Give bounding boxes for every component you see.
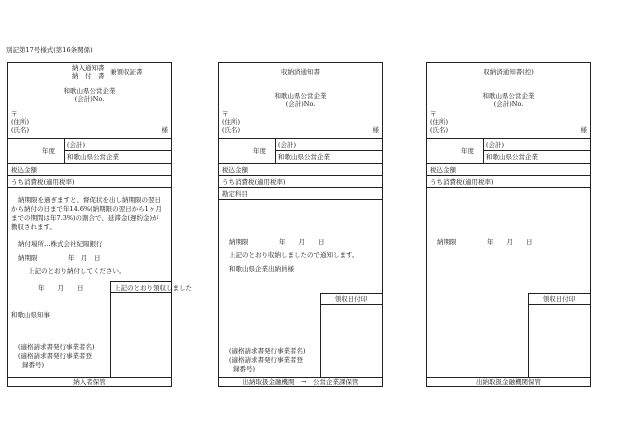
account-org: 和歌山県公営企業 <box>67 153 119 161</box>
ledger-subject-label: 勘定科目 <box>222 190 248 198</box>
postal-mark: 〒 <box>430 110 437 118</box>
notice-line-3: までの期間は年7.3%)の割合で、延滞金(遅約金)が <box>11 214 159 222</box>
stamp-label: 領収日付印 <box>334 295 368 303</box>
panel-title: 収納済通知書 <box>281 68 320 76</box>
tax-included-label: 税込金額 <box>11 166 37 174</box>
please-pay: 上記のとおり納付してください。 <box>28 267 126 275</box>
panel-footer: 出納取扱金融機関 → 公営企業課保管 <box>242 378 359 386</box>
name-label: (氏名) <box>11 126 30 134</box>
address-label: (住所) <box>222 118 241 126</box>
governor: 和歌山県知事 <box>11 311 50 319</box>
invoice-issuer-2: (適格請求書発行事業者登 <box>229 356 304 364</box>
panel-title-line1: 納入通知書 <box>72 64 105 72</box>
panel-title: 収納済通知書(控) <box>483 68 534 76</box>
org-name: 和歌山県公営企業 <box>482 92 535 100</box>
received-label: 上記のとおり領収しました <box>114 284 192 292</box>
form-title: 別記第17号様式(第16条関係) <box>6 46 93 54</box>
account-label: (会計) <box>278 141 297 149</box>
notice-line-1: 納期限を過ぎますと、督促状を出し納期限の翌日 <box>18 196 161 204</box>
panel-receipt-notice <box>218 62 383 387</box>
postal-mark: 〒 <box>11 110 18 118</box>
panel-footer: 納入者保管 <box>73 378 106 386</box>
account-label: (会計) <box>486 141 505 149</box>
year-label: 年度 <box>253 147 266 155</box>
panel-payment-notice <box>7 62 192 387</box>
panel-title-suffix: 兼領収証書 <box>110 68 143 76</box>
year-label: 年度 <box>42 147 55 155</box>
notice-line-2: から納付の日まで年14.6%(納期限の翌日から1ヶ月 <box>11 205 162 213</box>
account-no: (会計)No. <box>74 95 105 103</box>
tax-included-label: 税込金額 <box>430 166 456 174</box>
account-no: (会計)No. <box>493 100 524 108</box>
invoice-issuer-3: 録番号) <box>233 365 256 373</box>
panel-receipt-notice-copy <box>426 62 591 387</box>
due-label: 納期限 <box>229 238 249 246</box>
payment-place: 納付場所…株式会社紀陽銀行 <box>18 240 103 248</box>
invoice-issuer-3: 録番号) <box>22 361 45 369</box>
due-label: 納期限 <box>437 238 457 246</box>
org-name: 和歌山県公営企業 <box>63 87 116 95</box>
honorific: 様 <box>372 126 379 134</box>
org-name: 和歌山県公営企業 <box>274 92 327 100</box>
account-org: 和歌山県公営企業 <box>486 153 538 161</box>
postal-mark: 〒 <box>222 110 229 118</box>
received-notice: 上記のとおり収納しましたので通知します。 <box>229 251 359 259</box>
due-date: 年 月 日 <box>279 238 325 246</box>
officer-name: 和歌山県企業出納員様 <box>229 265 294 273</box>
panel-title-line2: 納 付 書 <box>72 72 105 80</box>
consumption-tax-label: うち消費税(適用税率) <box>11 178 75 186</box>
due-date: 年 月 日 <box>487 238 533 246</box>
panel-footer: 出納取扱金融機関保管 <box>476 378 541 386</box>
address-label: (住所) <box>430 118 449 126</box>
honorific: 様 <box>161 126 168 134</box>
invoice-issuer-1: (適格請求書発行事業者名) <box>229 347 306 355</box>
consumption-tax-label: うち消費税(適用税率) <box>222 178 286 186</box>
honorific: 様 <box>580 126 587 134</box>
consumption-tax-label: うち消費税(適用税率) <box>430 178 494 186</box>
account-no: (会計)No. <box>285 100 316 108</box>
due-label: 納期限 <box>18 254 38 262</box>
due-date: 年 月 日 <box>68 254 101 262</box>
account-label: (会計) <box>67 141 86 149</box>
stamp-label: 領収日付印 <box>542 295 576 303</box>
address-label: (住所) <box>11 118 30 126</box>
invoice-issuer-1: (適格請求書発行事業者名) <box>18 343 95 351</box>
issue-date: 年 月 日 <box>38 284 84 292</box>
year-label: 年度 <box>461 147 474 155</box>
name-label: (氏名) <box>222 126 241 134</box>
tax-included-label: 税込金額 <box>222 166 248 174</box>
notice-line-4: 徴収されます。 <box>11 223 56 231</box>
name-label: (氏名) <box>430 126 449 134</box>
account-org: 和歌山県公営企業 <box>278 153 330 161</box>
invoice-issuer-2: (適格請求書発行事業者登 <box>18 352 93 360</box>
